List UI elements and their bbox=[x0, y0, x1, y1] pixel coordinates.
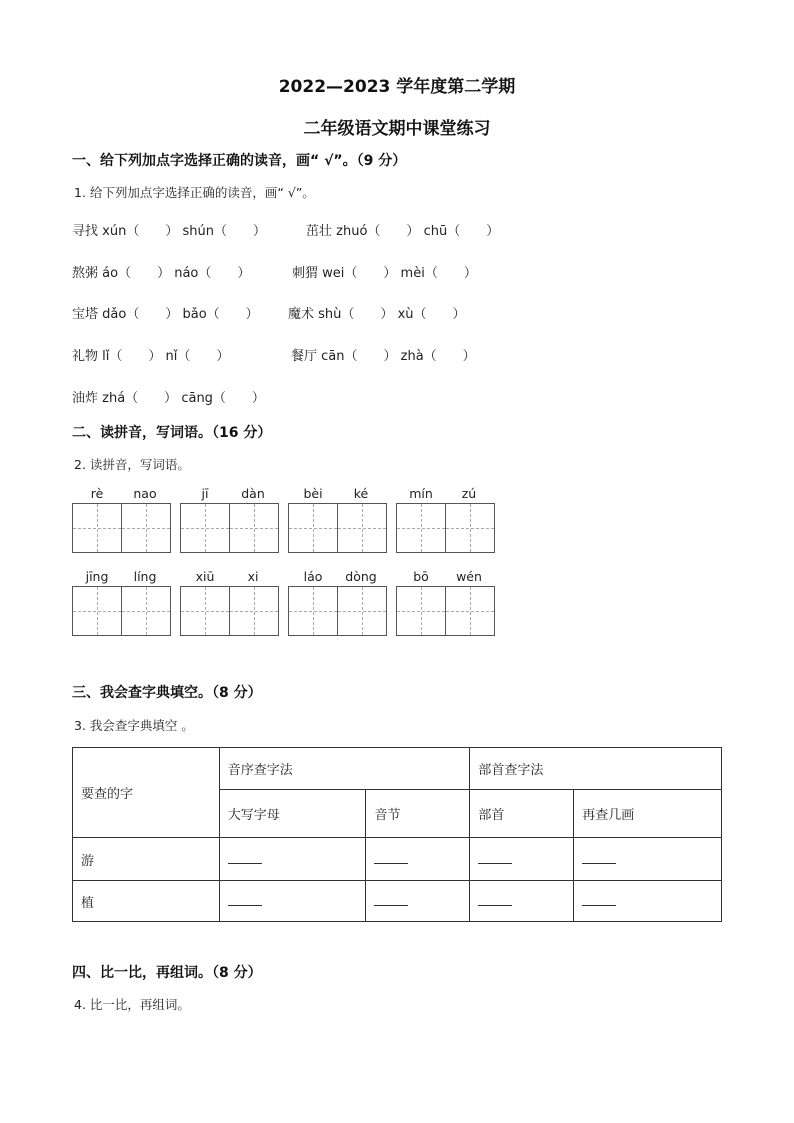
writing-grid[interactable] bbox=[288, 586, 387, 636]
pinyin-label: bō bbox=[413, 569, 429, 584]
question-3: 3. 我会查字典填空 。 bbox=[74, 718, 194, 733]
question-1: 1. 给下列加点字选择正确的读音，画“ √”。 bbox=[74, 185, 315, 200]
pinyin-label: líng bbox=[133, 569, 157, 584]
writing-cell[interactable] bbox=[289, 587, 337, 635]
answer-blank[interactable] bbox=[470, 881, 574, 922]
pinyin-label: xi bbox=[247, 569, 259, 584]
option[interactable]: cān（ ） bbox=[321, 349, 397, 364]
option[interactable]: dǎo（ ） bbox=[102, 307, 179, 322]
pinyin-label: mín bbox=[409, 486, 433, 501]
option[interactable]: shún（ ） bbox=[182, 224, 266, 239]
option[interactable]: nǐ（ ） bbox=[165, 349, 230, 364]
list-item bbox=[292, 262, 477, 281]
writing-cell[interactable] bbox=[289, 504, 337, 552]
table-subheader: 大写字母 bbox=[219, 790, 366, 838]
pinyin-label: dàn bbox=[241, 486, 265, 501]
writing-cell[interactable] bbox=[445, 587, 494, 635]
table-cell-char: 游 bbox=[73, 838, 220, 881]
pinyin-label: jī bbox=[201, 486, 209, 501]
answer-blank[interactable] bbox=[366, 838, 470, 881]
option[interactable]: chū（ ） bbox=[423, 224, 500, 239]
word: 茁壮 bbox=[306, 224, 333, 239]
writing-cell[interactable] bbox=[73, 587, 121, 635]
writing-grid[interactable] bbox=[180, 586, 279, 636]
section2-heading: 二、读拼音，写词语。（16 分） bbox=[72, 425, 272, 441]
writing-grid[interactable] bbox=[396, 503, 495, 553]
question-2: 2. 读拼音，写词语。 bbox=[74, 457, 190, 472]
option[interactable]: zhá（ ） bbox=[102, 391, 178, 406]
word: 餐厅 bbox=[291, 349, 318, 364]
writing-grid[interactable] bbox=[180, 503, 279, 553]
writing-cell[interactable] bbox=[397, 504, 445, 552]
option[interactable]: náo（ ） bbox=[174, 266, 251, 281]
writing-grid[interactable] bbox=[396, 586, 495, 636]
option[interactable]: xún（ ） bbox=[102, 224, 179, 239]
word: 魔术 bbox=[288, 307, 315, 322]
option[interactable]: cāng（ ） bbox=[181, 391, 265, 406]
option[interactable]: xù（ ） bbox=[397, 307, 466, 322]
pinyin-label: ké bbox=[353, 486, 369, 501]
option[interactable]: zhà（ ） bbox=[400, 349, 476, 364]
answer-blank[interactable] bbox=[366, 881, 470, 922]
writing-cell[interactable] bbox=[337, 504, 386, 552]
writing-cell[interactable] bbox=[229, 587, 278, 635]
word: 刺猬 bbox=[292, 266, 319, 281]
writing-cell[interactable] bbox=[121, 587, 170, 635]
writing-cell[interactable] bbox=[337, 587, 386, 635]
pinyin-label: nao bbox=[133, 486, 157, 501]
pinyin-label: dòng bbox=[345, 569, 377, 584]
writing-cell[interactable] bbox=[445, 504, 494, 552]
word: 寻找 bbox=[72, 224, 99, 239]
option[interactable]: mèi（ ） bbox=[400, 266, 477, 281]
writing-cell[interactable] bbox=[397, 587, 445, 635]
writing-cell[interactable] bbox=[73, 504, 121, 552]
table-header-group2: 部首查字法 bbox=[470, 748, 722, 790]
dictionary-table bbox=[72, 747, 722, 922]
word: 礼物 bbox=[72, 349, 99, 364]
pinyin-label: zú bbox=[461, 486, 477, 501]
option[interactable]: zhuó（ ） bbox=[336, 224, 420, 239]
section4-heading: 四、比一比，再组词。（8 分） bbox=[72, 965, 262, 981]
section1-heading: 一、给下列加点字选择正确的读音，画“ √”。（9 分） bbox=[72, 153, 407, 169]
table-subheader: 再查几画 bbox=[574, 790, 722, 838]
list-item bbox=[72, 345, 229, 364]
answer-blank[interactable] bbox=[219, 838, 366, 881]
exam-title: 2022—2023 学年度第二学期 bbox=[278, 77, 516, 97]
writing-grid[interactable] bbox=[72, 586, 171, 636]
answer-blank[interactable] bbox=[219, 881, 366, 922]
list-item bbox=[288, 303, 466, 322]
section3-heading: 三、我会查字典填空。（8 分） bbox=[72, 685, 262, 701]
pinyin-label: láo bbox=[303, 569, 323, 584]
option[interactable]: wei（ ） bbox=[322, 266, 397, 281]
writing-cell[interactable] bbox=[181, 587, 229, 635]
list-item bbox=[72, 262, 250, 281]
answer-blank[interactable] bbox=[574, 881, 722, 922]
list-item bbox=[306, 220, 499, 239]
writing-cell[interactable] bbox=[229, 504, 278, 552]
word: 熬粥 bbox=[72, 266, 99, 281]
pinyin-label: xiū bbox=[195, 569, 215, 584]
list-item bbox=[72, 303, 259, 322]
answer-blank[interactable] bbox=[574, 838, 722, 881]
option[interactable]: lǐ（ ） bbox=[102, 349, 162, 364]
option[interactable]: bǎo（ ） bbox=[182, 307, 259, 322]
pinyin-label: bèi bbox=[303, 486, 323, 501]
writing-grid[interactable] bbox=[72, 503, 171, 553]
word: 油炸 bbox=[72, 391, 99, 406]
writing-cell[interactable] bbox=[121, 504, 170, 552]
list-item bbox=[72, 220, 266, 239]
table-cell-char: 植 bbox=[73, 881, 220, 922]
pinyin-label: wén bbox=[456, 569, 482, 584]
option[interactable]: áo（ ） bbox=[102, 266, 171, 281]
table-subheader: 部首 bbox=[470, 790, 574, 838]
table-subheader: 音节 bbox=[366, 790, 470, 838]
list-item bbox=[291, 345, 476, 364]
question-4: 4. 比一比，再组词。 bbox=[74, 997, 190, 1012]
pinyin-label: rè bbox=[90, 486, 104, 501]
answer-blank[interactable] bbox=[470, 838, 574, 881]
writing-cell[interactable] bbox=[181, 504, 229, 552]
exam-subtitle: 二年级语文期中课堂练习 bbox=[303, 119, 491, 139]
table-header-char: 要查的字 bbox=[73, 748, 220, 838]
option[interactable]: shù（ ） bbox=[318, 307, 394, 322]
table-header-group1: 音序查字法 bbox=[219, 748, 470, 790]
pinyin-label: jīng bbox=[85, 569, 109, 584]
word: 宝塔 bbox=[72, 307, 99, 322]
table-row bbox=[73, 838, 722, 881]
list-item bbox=[72, 387, 265, 406]
table-row bbox=[73, 881, 722, 922]
writing-grid[interactable] bbox=[288, 503, 387, 553]
